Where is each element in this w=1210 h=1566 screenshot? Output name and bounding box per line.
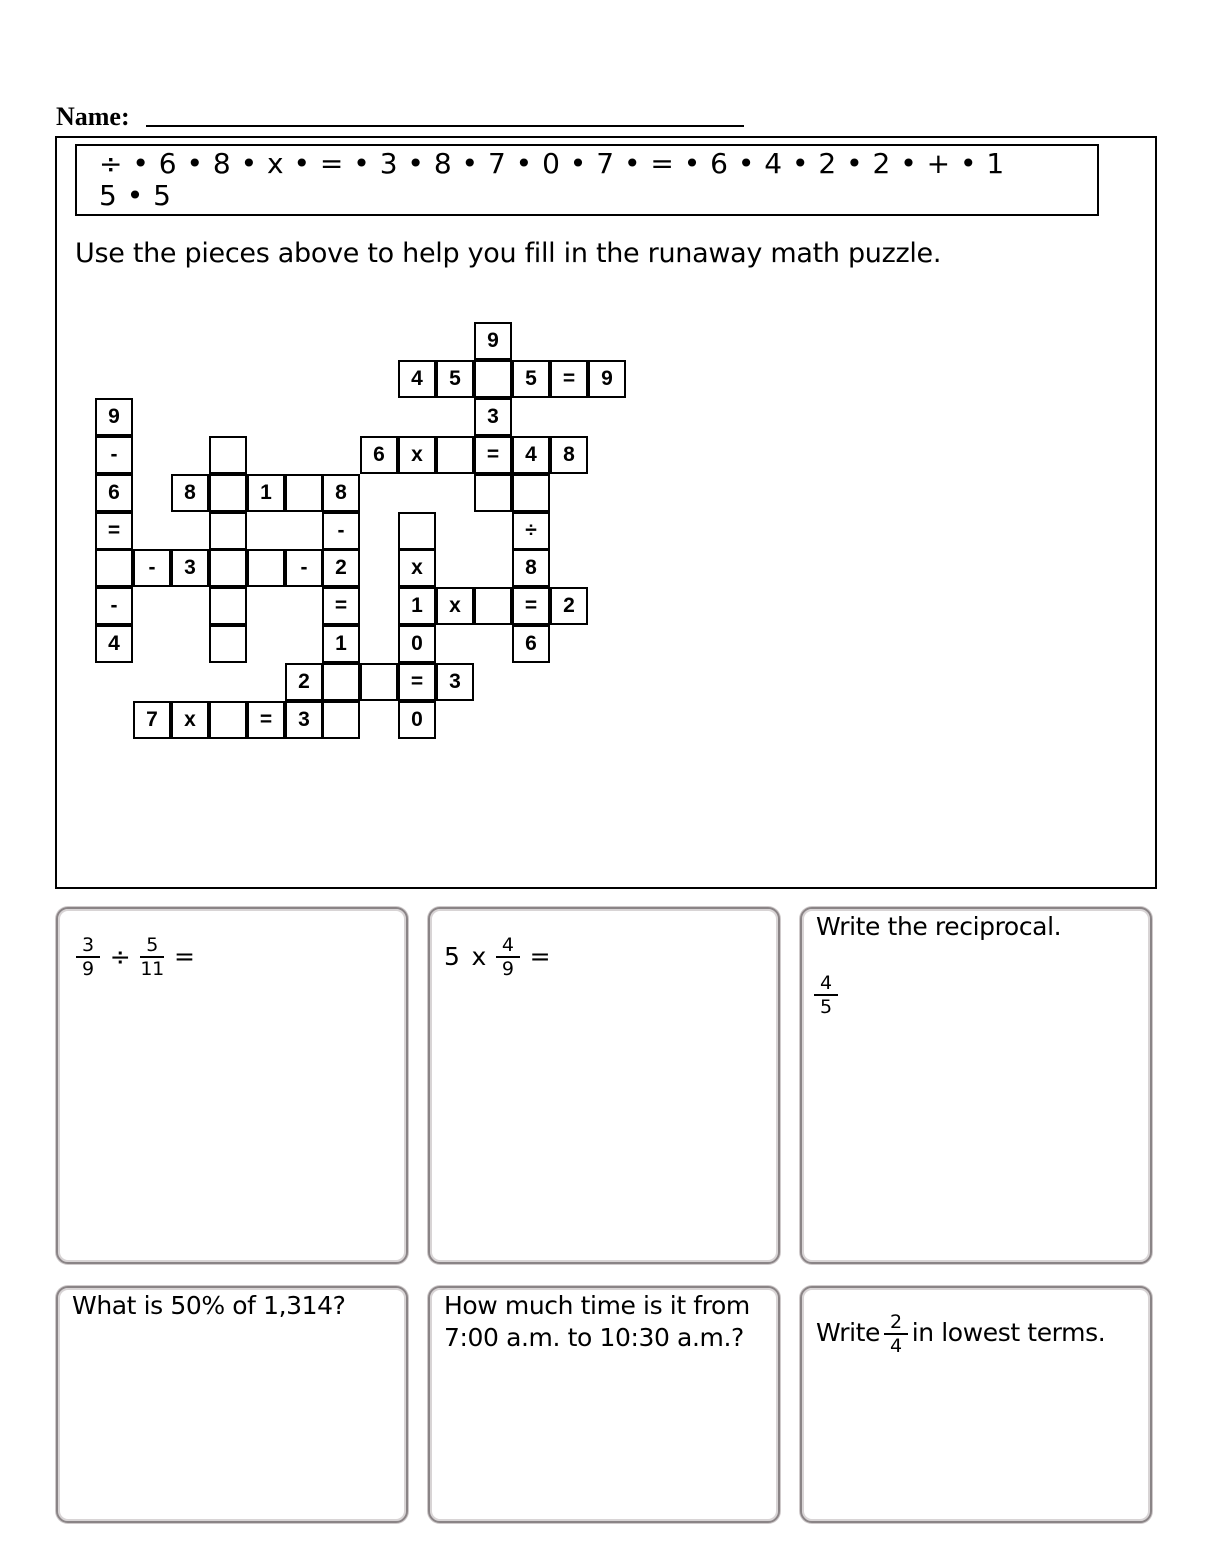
crossword-given-cell: 6 (360, 436, 398, 474)
crossword-given-cell: 2 (550, 587, 588, 625)
crossword-given-cell: 5 (512, 360, 550, 398)
time-prompt-line-2: 7:00 a.m. to 10:30 a.m.? (444, 1323, 744, 1352)
denominator: 4 (890, 1335, 902, 1357)
crossword-given-cell: - (95, 436, 133, 474)
pieces-bank (75, 144, 1099, 216)
crossword-blank-cell[interactable] (474, 587, 512, 625)
crossword-given-cell: 8 (322, 474, 360, 512)
numerator: 5 (140, 935, 164, 958)
pieces-row-1: ÷ • 6 • 8 • x • = • 3 • 8 • 7 • 0 • 7 • = • 6 • 4 • 2 • 2 • + • 1 (99, 147, 1005, 180)
crossword-blank-cell[interactable] (209, 512, 247, 550)
crossword-given-cell: 2 (322, 549, 360, 587)
crossword-blank-cell[interactable] (474, 474, 512, 512)
equals-sign: = (173, 942, 195, 971)
problem-card-multiply-fraction (428, 907, 780, 1264)
crossword-given-cell: 4 (95, 625, 133, 663)
crossword-given-cell: 3 (436, 663, 474, 701)
fraction-dividend (76, 935, 100, 979)
crossword-blank-cell[interactable] (209, 549, 247, 587)
crossword-given-cell: 4 (398, 360, 436, 398)
crossword-blank-cell[interactable] (512, 474, 550, 512)
crossword-given-cell: = (512, 587, 550, 625)
reciprocal-prompt: Write the reciprocal. (816, 912, 1062, 941)
crossword-given-cell: x (436, 587, 474, 625)
crossword-given-cell: ÷ (512, 512, 550, 550)
crossword-given-cell: x (398, 436, 436, 474)
crossword-blank-cell[interactable] (247, 549, 285, 587)
divide-sign: ÷ (109, 942, 131, 971)
crossword-given-cell: = (550, 360, 588, 398)
crossword-given-cell: = (474, 436, 512, 474)
times-sign: x (471, 942, 486, 971)
crossword-given-cell: 8 (171, 474, 209, 512)
pieces-row-2: 5 • 5 (99, 179, 172, 212)
numerator: 4 (814, 973, 838, 996)
crossword-blank-cell[interactable] (285, 474, 323, 512)
crossword-given-cell: x (398, 549, 436, 587)
crossword-given-cell: = (322, 587, 360, 625)
percent-prompt: What is 50% of 1,314? (72, 1291, 346, 1320)
crossword-blank-cell[interactable] (95, 549, 133, 587)
crossword-given-cell: 8 (512, 549, 550, 587)
puzzle-instruction: Use the pieces above to help you fill in the runaway math puzzle. (75, 238, 942, 269)
equals-sign: = (529, 942, 551, 971)
fraction (496, 935, 520, 979)
crossword-given-cell: 1 (247, 474, 285, 512)
name-input-line[interactable] (146, 125, 744, 127)
denominator: 9 (82, 958, 94, 980)
crossword-given-cell: x (171, 701, 209, 739)
problem-card-elapsed-time (428, 1286, 780, 1523)
crossword-given-cell: 1 (398, 587, 436, 625)
crossword-given-cell: 6 (95, 474, 133, 512)
crossword-given-cell: 0 (398, 701, 436, 739)
crossword-given-cell: 6 (512, 625, 550, 663)
crossword-given-cell: 3 (171, 549, 209, 587)
crossword-given-cell: 1 (322, 625, 360, 663)
problem-card-lowest-terms (800, 1286, 1152, 1523)
crossword-given-cell: 4 (512, 436, 550, 474)
crossword-blank-cell[interactable] (209, 436, 247, 474)
crossword-blank-cell[interactable] (209, 701, 247, 739)
crossword-blank-cell[interactable] (474, 360, 512, 398)
crossword-given-cell: - (322, 512, 360, 550)
crossword-given-cell: 5 (436, 360, 474, 398)
time-prompt-line-1: How much time is it from (444, 1291, 750, 1320)
crossword-given-cell: 3 (474, 398, 512, 436)
name-label: Name: (56, 102, 130, 131)
crossword-given-cell: 7 (133, 701, 171, 739)
denominator: 9 (501, 958, 514, 980)
problem-card-divide-fractions (56, 907, 408, 1264)
crossword-given-cell: - (285, 549, 323, 587)
whole-number: 5 (444, 942, 460, 971)
crossword-blank-cell[interactable] (209, 625, 247, 663)
crossword-blank-cell[interactable] (436, 436, 474, 474)
lowest-terms-fraction (884, 1312, 908, 1356)
crossword-blank-cell[interactable] (209, 474, 247, 512)
multiply-expression (444, 935, 556, 979)
numerator: 3 (76, 935, 100, 958)
crossword-blank-cell[interactable] (360, 663, 398, 701)
crossword-blank-cell[interactable] (209, 587, 247, 625)
numerator: 4 (496, 935, 520, 958)
crossword-given-cell: = (398, 663, 436, 701)
crossword-given-cell: 3 (285, 701, 323, 739)
prompt-prefix: Write (816, 1318, 881, 1347)
lowest-terms-prompt (816, 1312, 1105, 1356)
crossword-given-cell: 9 (588, 360, 626, 398)
crossword-blank-cell[interactable] (398, 512, 436, 550)
problem-card-percent (56, 1286, 408, 1523)
denominator: 11 (140, 958, 164, 980)
crossword-blank-cell[interactable] (322, 701, 360, 739)
crossword-given-cell: - (133, 549, 171, 587)
crossword-given-cell: 9 (95, 398, 133, 436)
crossword-given-cell: = (247, 701, 285, 739)
crossword-given-cell: 2 (285, 663, 323, 701)
crossword-blank-cell[interactable] (322, 663, 360, 701)
crossword-given-cell: 8 (550, 436, 588, 474)
reciprocal-fraction (814, 973, 838, 1017)
problem-card-reciprocal (800, 907, 1152, 1264)
fraction-divisor (140, 935, 164, 979)
prompt-suffix: in lowest terms. (911, 1318, 1106, 1347)
crossword-given-cell: = (95, 512, 133, 550)
crossword-given-cell: - (95, 587, 133, 625)
reciprocal-fraction-wrap (814, 973, 842, 1017)
crossword-given-cell: 9 (474, 322, 512, 360)
numerator: 2 (884, 1312, 908, 1335)
divide-expression (72, 935, 201, 979)
denominator: 5 (820, 996, 832, 1018)
crossword-given-cell: 0 (398, 625, 436, 663)
